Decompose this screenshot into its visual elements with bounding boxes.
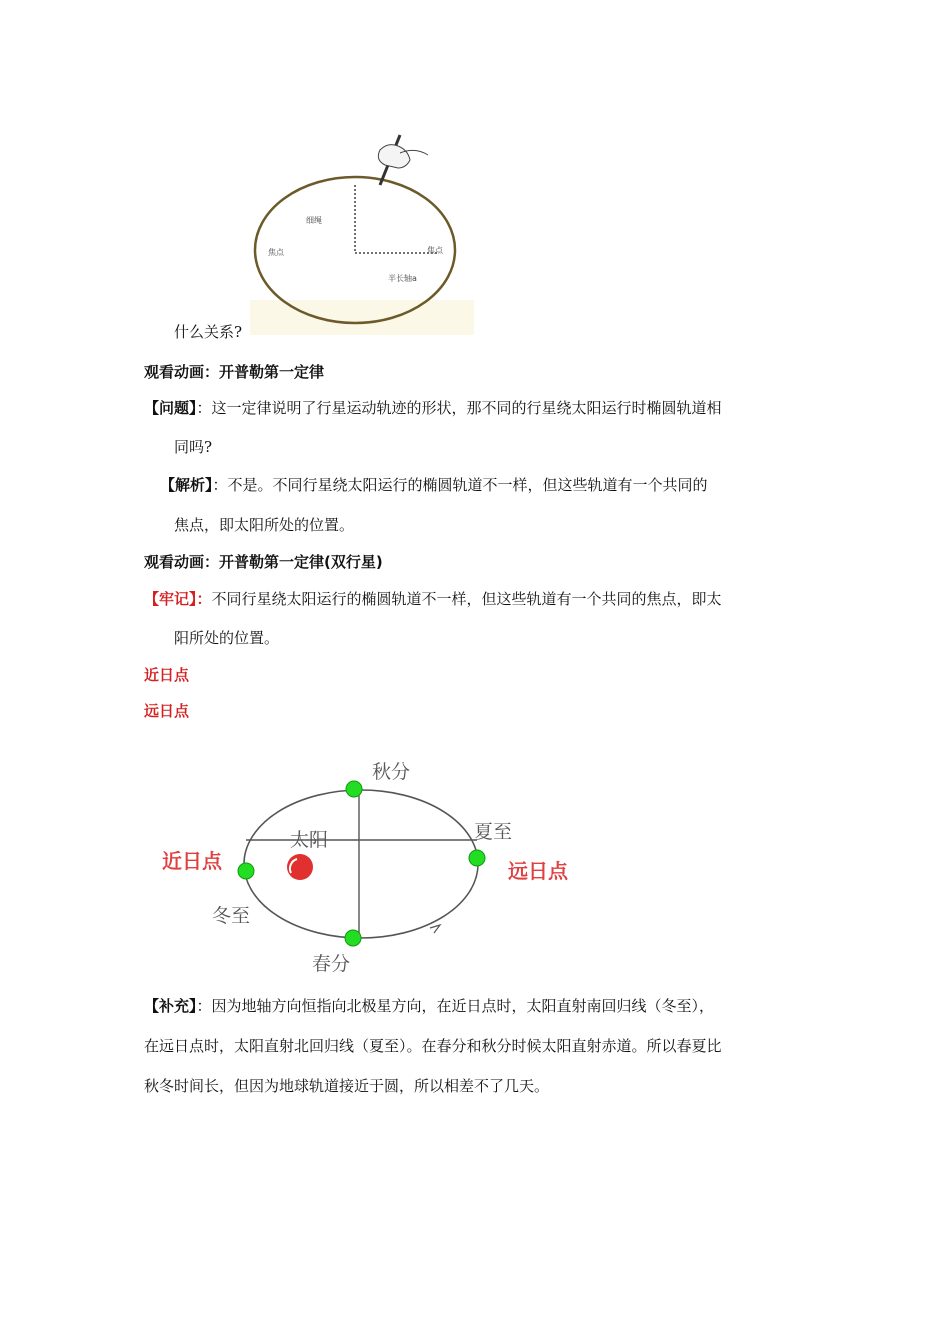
ellipse-drawing-figure: [250, 125, 474, 335]
winter-solstice-point: [238, 863, 254, 879]
supplement-line-2: 在远日点时，太阳直射北回归线（夏至）。在春分和秋分时候太阳直射赤道。所以春夏比: [144, 1037, 722, 1055]
question-paragraph: [144, 398, 722, 418]
perihelion-heading: 近日点: [144, 666, 190, 684]
supplement-tag: 【补充】: [144, 997, 197, 1015]
earth-orbit-figure: [150, 745, 600, 980]
what-relation-text: 什么关系?: [174, 323, 243, 341]
aphelion-label: 远日点: [508, 859, 568, 883]
answer-paragraph: [160, 475, 708, 495]
aphelion-heading: 远日点: [144, 702, 190, 720]
summer-solstice-point: [469, 850, 485, 866]
autumn-equinox-label: 秋分: [372, 761, 411, 783]
supplement-line-3: 秋冬时间长，但因为地球轨道接近于圆，所以相差不了几天。: [144, 1077, 550, 1095]
winter-solstice-label: 冬至: [212, 905, 251, 927]
summer-solstice-label: 夏至: [474, 821, 513, 843]
sun-label: 太阳: [290, 829, 329, 851]
question-text: ：这一定律说明了行星运动轨迹的形状，那不同的行星绕太阳运行时椭圆轨道相: [196, 399, 722, 417]
question-continued: 同吗?: [174, 438, 213, 456]
spring-equinox-point: [345, 930, 361, 946]
ellipse-drawing-svg: [250, 125, 474, 335]
memorize-continued: 阳所处的位置。: [174, 629, 280, 647]
heading-kepler-first-law: 观看动画：开普勒第一定律: [144, 363, 325, 381]
supplement-paragraph: [144, 996, 714, 1016]
spring-equinox-label: 春分: [312, 953, 351, 975]
semi-major-axis-label: 半长轴a: [388, 274, 417, 283]
focus-left-label: 焦点: [268, 248, 284, 257]
answer-text: ：不是。不同行星绕太阳运行的椭圆轨道不一样，但这些轨道有一个共同的: [212, 476, 708, 494]
memorize-colon: ：: [196, 590, 212, 608]
focus-right-label: 焦点: [427, 246, 443, 255]
answer-tag: 【解析】: [160, 476, 213, 494]
answer-continued: 焦点，即太阳所处的位置。: [174, 516, 355, 534]
memorize-tag: 【牢记】: [144, 590, 197, 608]
memorize-text: 不同行星绕太阳运行的椭圆轨道不一样，但这些轨道有一个共同的焦点，即太: [211, 590, 722, 608]
perihelion-label: 近日点: [162, 849, 222, 873]
autumn-equinox-point: [346, 781, 362, 797]
question-tag: 【问题】: [144, 399, 197, 417]
supplement-line-1: ：因为地轴方向恒指向北极星方向，在近日点时，太阳直射南回归线（冬至），: [196, 997, 715, 1015]
heading-kepler-first-law-two-planets: 观看动画：开普勒第一定律(双行星): [144, 553, 383, 571]
thread-label: 细绳: [306, 216, 322, 225]
memorize-paragraph: [144, 589, 722, 609]
